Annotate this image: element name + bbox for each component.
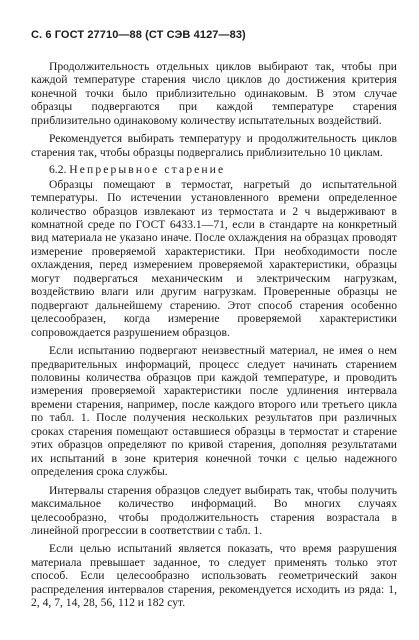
paragraph-recommendation: Рекомендуется выбирать температуру и продолжительность циклов старения так, чтобы образцы подвергались приблизительно 10 циклам. bbox=[31, 132, 397, 159]
paragraph-cycle-duration: Продолжительность отдельных циклов выбирают так, чтобы при каждой температуре старения число циклов до достижения критерия конечной точки было приблизительно одинаковым. В этом случае образцы подвергаются при каждой температуре старения приблизительно одинаковому количеству испытательных воздействий. bbox=[31, 60, 397, 127]
paragraph-thermostat: Образцы помещают в термостат, нагретый до испытательной температуры. По истечении установленного времени определенное количество образцов извлекают из термостата и 2 ч выдерживают в комнатной среде по ГОСТ 6433.1—71, если в стандарте на конкретный вид материала не указано иначе. После охлаждения на образцах проводят измерение проверяемой характеристики. При необходимости после охлаждения, перед измерением проверяемой характеристики, образцы могут подвергаться механическим и электрическим нагрузкам, воздействию влаги или другим нагрузкам. Проверенные образцы не подвергают дальнейшему старению. Этот способ старения особенно целесообразен, когда измерение проверяемой характеристики сопровождается разрушением образцов. bbox=[31, 177, 397, 339]
section-title-text: Непрерывное старение bbox=[69, 163, 226, 177]
paragraph-unknown-material: Если испытанию подвергают неизвестный материал, не имея о нем предварительных информаций, процесс следует начинать старением половины количества образцов при каждой температуре, и проводить измерения проверяемой характеристики после удлинения интервала времени старения, например, после каждого второго или третьего цикла по табл. 1. После получения нескольких результатов при различных сроках старения помещают оставшиеся образцы в термостат и старение этих образцов определяют по кривой старения, дополняя результатами их испытаний в зоне критерия конечной точки с целью надежного определения срока службы. bbox=[31, 344, 397, 479]
page-header: С. 6 ГОСТ 27710—88 (СТ СЭВ 4127—83) bbox=[31, 29, 246, 41]
paragraph-aging-intervals: Интервалы старения образцов следует выбирать так, чтобы получить максимальное количество информаций. Во многих случаях целесообразно, чтобы продолжительность старения возрастала в линейной прогрессии в соответствии с табл. 1. bbox=[31, 483, 397, 537]
section-number: 6.2. bbox=[49, 163, 67, 177]
section-heading bbox=[31, 163, 397, 176]
paragraph-geometric-series: Если целью испытаний является показать, что время разрушения материала превышает заданное, то следует применять только этот способ. Если целесообразно использовать геометрический закон распределения интервалов старения, рекомендуется исходить из ряда: 1, 2, 4, 7, 14, 28, 56, 112 и 182 сут. bbox=[31, 542, 397, 610]
